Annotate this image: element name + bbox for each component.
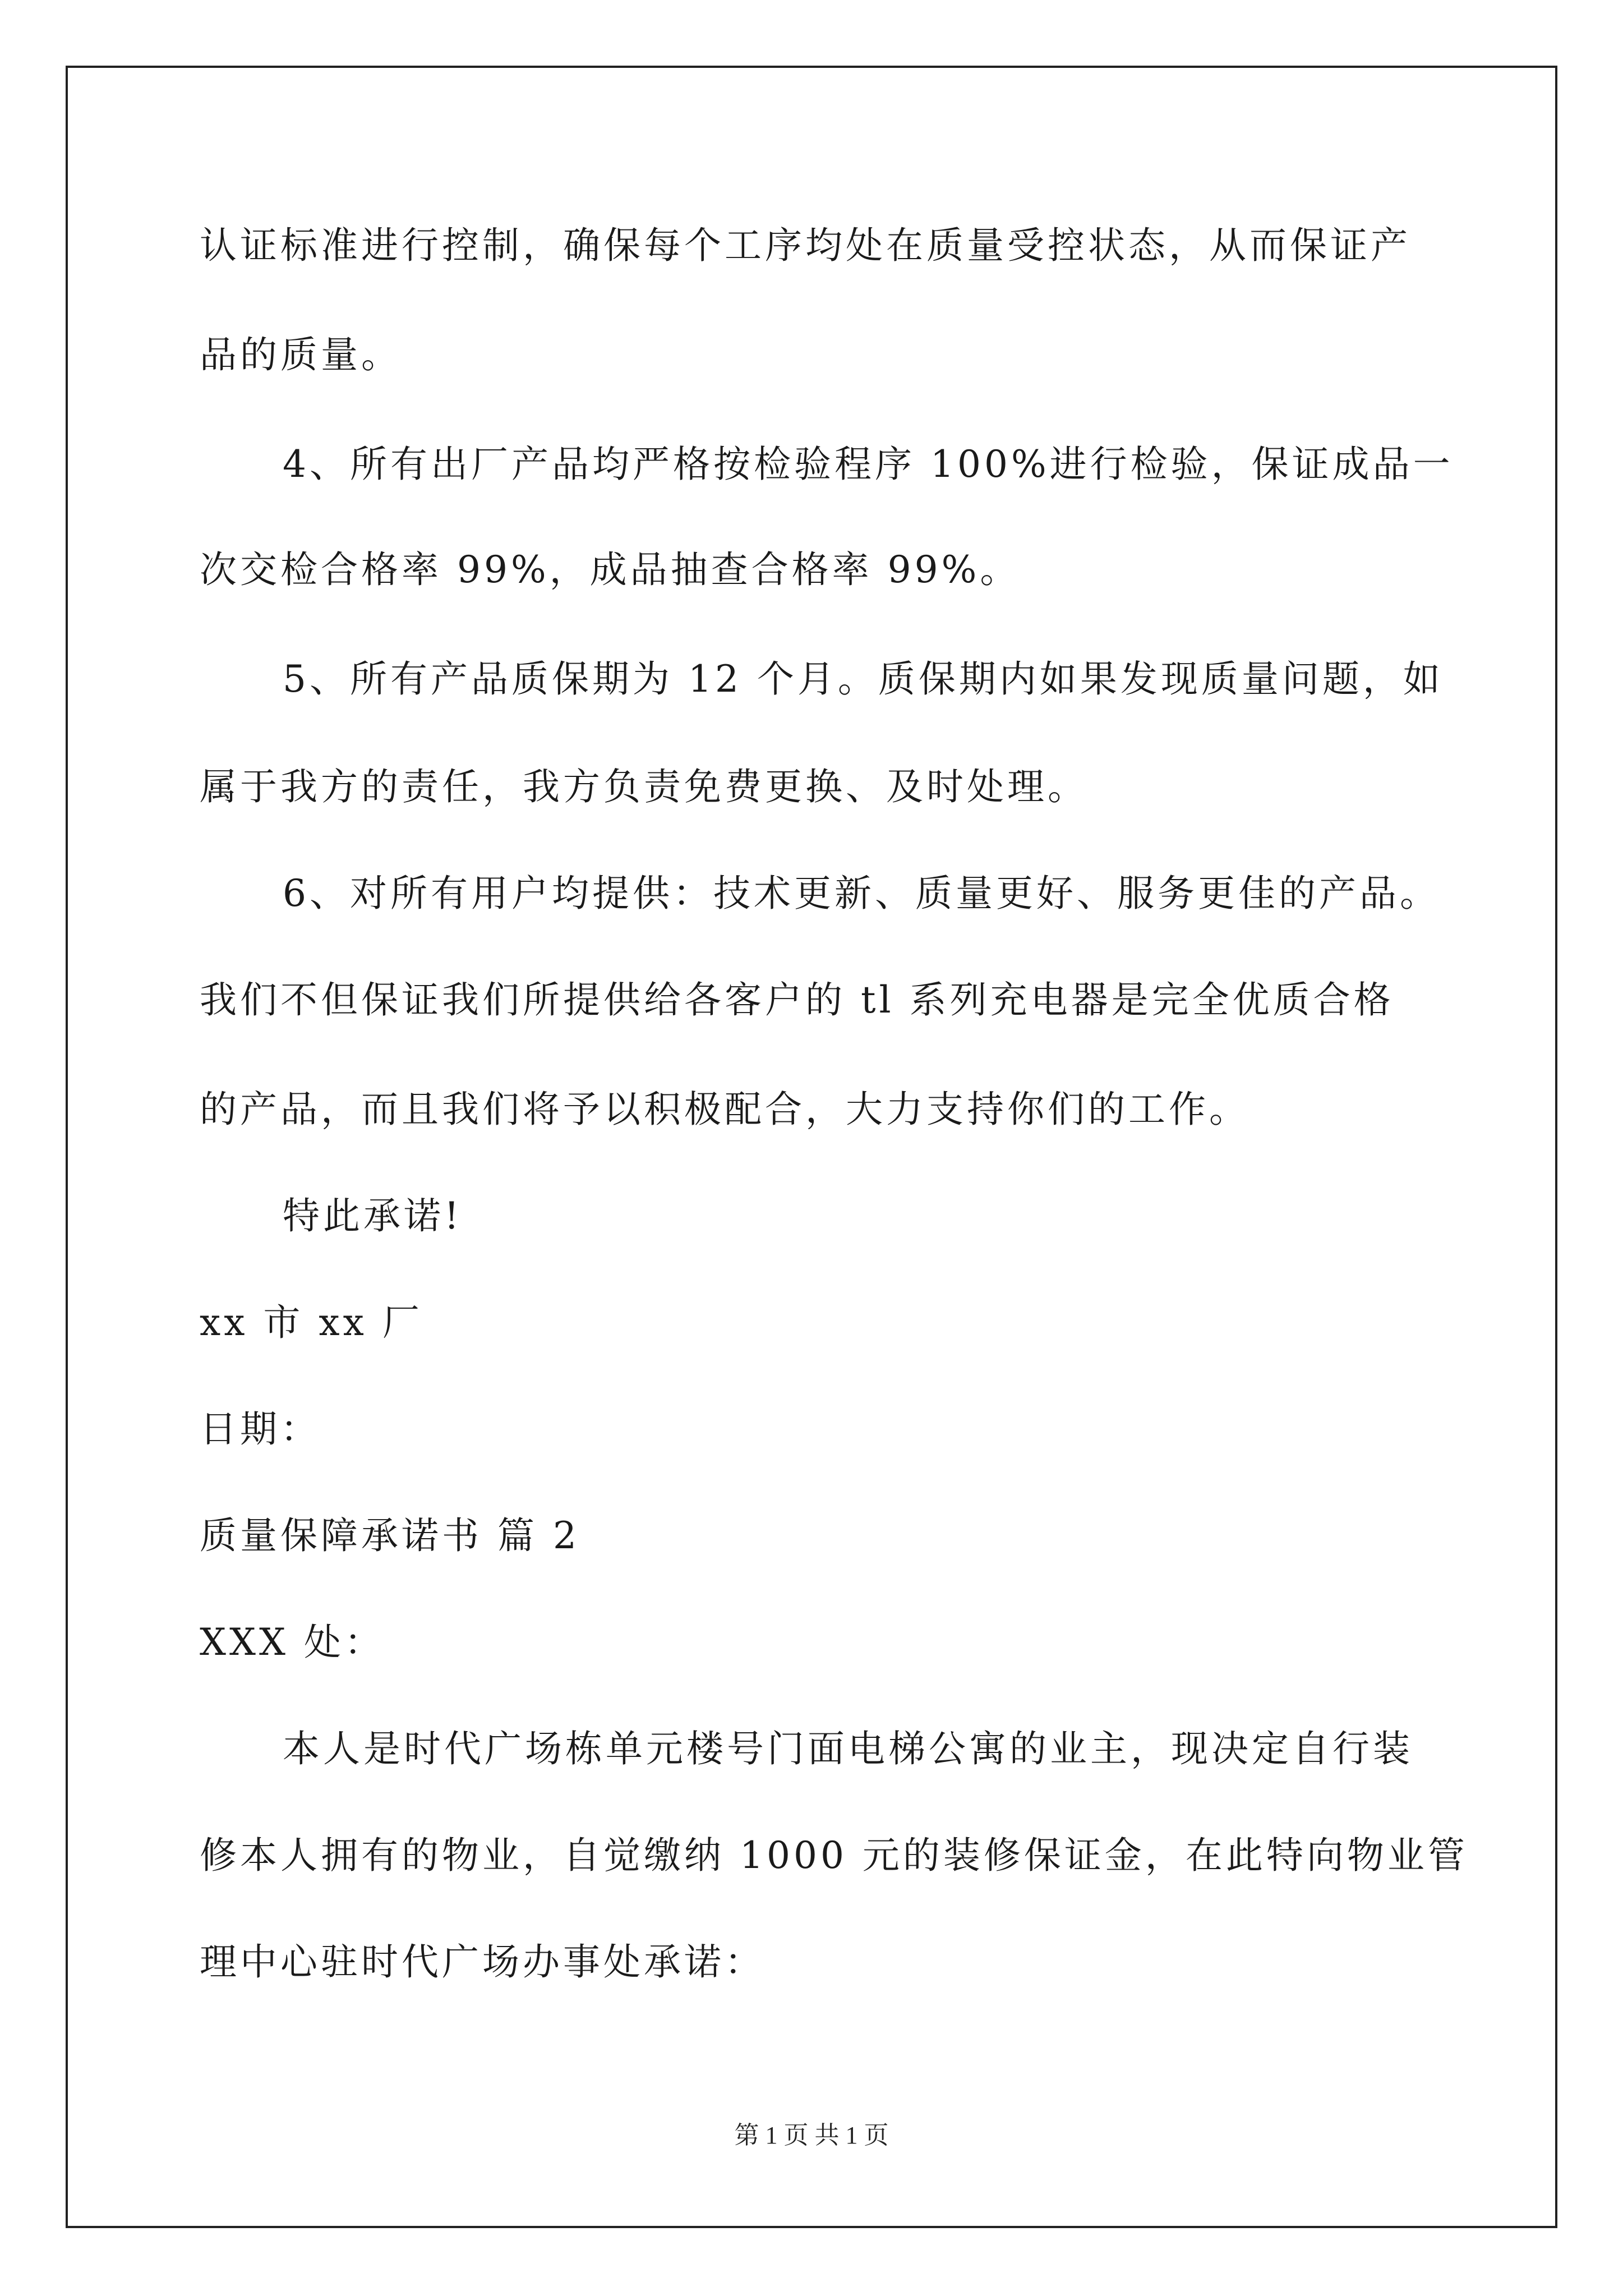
signature-date: 日期： [200,1407,321,1451]
paragraph-line: 属于我方的责任，我方负责免费更换、及时处理。 [200,765,1088,808]
paragraph-line: 次交检合格率 99%，成品抽查合格率 99%。 [200,548,1021,591]
paragraph-line: 认证标准进行控制，确保每个工序均处在质量受控状态，从而保证产 [200,224,1411,267]
page-number-footer: 第 1 页 共 1 页 [734,2122,889,2149]
paragraph-line: 本人是时代广场栋单元楼号门面电梯公寓的业主，现决定自行装 [283,1727,1413,1770]
paragraph-line: 的产品，而且我们将予以积极配合，大力支持你们的工作。 [200,1088,1249,1131]
paragraph-line: 修本人拥有的物业，自觉缴纳 1000 元的装修保证金，在此特向物业管 [200,1834,1468,1877]
addressee: XXX 处： [200,1621,385,1664]
paragraph-line: 5、所有产品质保期为 12 个月。质保期内如果发现质量问题，如 [283,657,1444,701]
paragraph-line: 4、所有出厂产品均严格按检验程序 100%进行检验，保证成品一 [283,443,1454,486]
signature-company: xx 市 xx 厂 [200,1301,423,1344]
paragraph-line: 我们不但保证我们所提供给各客户的 tl 系列充电器是完全优质合格 [200,978,1394,1022]
page-border [66,66,1557,2228]
paragraph-line: 理中心驻时代广场办事处承诺： [200,1940,765,1984]
closing-statement: 特此承诺! [283,1194,463,1237]
section-title: 质量保障承诺书 篇 2 [200,1514,580,1557]
paragraph-line: 品的质量。 [200,333,402,376]
paragraph-line: 6、对所有用户均提供：技术更新、质量更好、服务更佳的产品。 [283,872,1440,915]
